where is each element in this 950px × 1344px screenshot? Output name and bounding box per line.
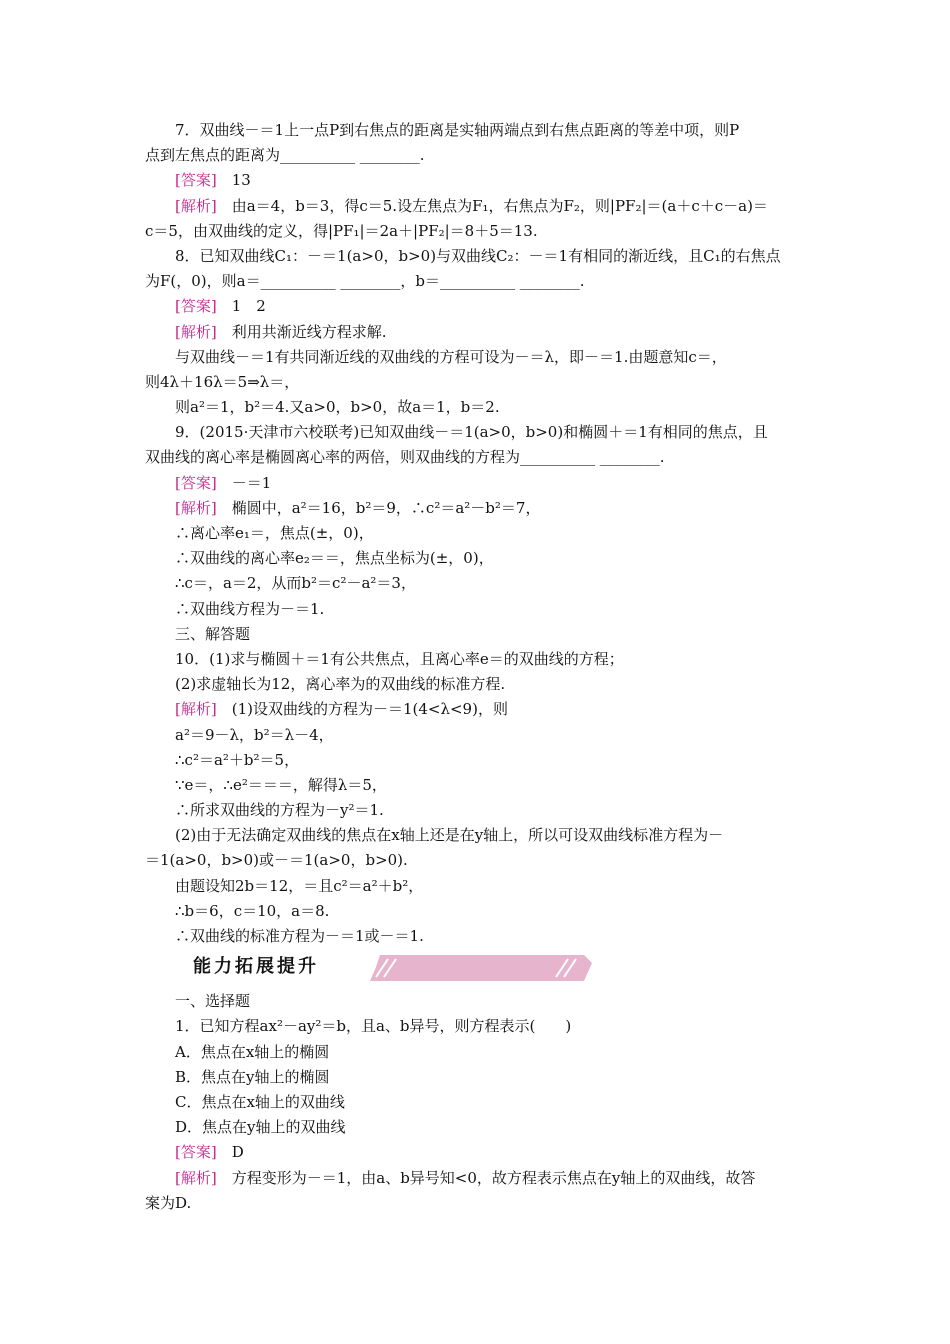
- text-line: [145, 1140, 810, 1165]
- text-line: [145, 571, 810, 596]
- text-run: ∴离心率e₁＝，焦点(±，0)，: [175, 524, 374, 542]
- text-line: [145, 773, 810, 798]
- text-run: 则4λ＋16λ＝5⇒λ＝，: [145, 372, 300, 391]
- text-line: [145, 1166, 810, 1191]
- text-run: －＝1: [216, 473, 272, 492]
- text-line: [145, 874, 810, 899]
- text-line: [145, 848, 810, 873]
- text-run: 一、选择题: [175, 992, 251, 1011]
- text-line: [145, 219, 810, 244]
- text-run: ∵e＝，∴e²＝＝＝，解得λ＝5，: [175, 775, 387, 794]
- text-run: ∴双曲线的离心率e₂＝＝，焦点坐标为(±，0)，: [175, 549, 494, 568]
- text-run: A．焦点在x轴上的椭圆: [175, 1042, 330, 1061]
- text-run: 三、解答题: [175, 624, 251, 643]
- text-run: 案为D.: [145, 1193, 192, 1212]
- answer-tag: [解析]: [175, 498, 217, 517]
- text-run: (2)由于无法确定双曲线的焦点在x轴上还是在y轴上，所以可设双曲线标准方程为－: [175, 826, 724, 845]
- text-line: [145, 521, 810, 546]
- text-run: 1．已知方程ax²－ay²＝b，且a、b异号，则方程表示( ): [175, 1017, 572, 1036]
- text-run: 由a＝4，b＝3，得c＝5.设左焦点为F₁，右焦点为F₂，则|PF₂|＝(a＋c＋c－a)＝: [216, 196, 768, 215]
- text-line: [145, 622, 810, 647]
- answer-tag: [答案]: [175, 473, 217, 492]
- text-line: [145, 823, 810, 848]
- text-run: 则a²＝1，b²＝4.又a>0，b>0，故a＝1，b＝2.: [175, 398, 500, 417]
- text-run: 利用共渐近线方程求解.: [216, 322, 387, 341]
- banner-ribbon-shape: [370, 953, 592, 983]
- text-run: C．焦点在x轴上的双曲线: [175, 1092, 345, 1111]
- text-line: [145, 1040, 810, 1065]
- text-run: (2)求虚轴长为12，离心率为的双曲线的标准方程.: [175, 675, 506, 694]
- answer-tag: [答案]: [175, 171, 217, 190]
- text-run: 椭圆中，a²＝16，b²＝9，∴c²＝a²－b²＝7，: [216, 498, 541, 517]
- text-run: ∴c²＝a²＋b²＝5，: [175, 750, 300, 769]
- text-line: [145, 1191, 810, 1216]
- text-run: ∴b＝6，c＝10，a＝8.: [175, 901, 330, 920]
- text-line: [145, 647, 810, 672]
- text-run: 为F(，0)，则a＝__________ ________，b＝__________ ________.: [145, 272, 585, 291]
- text-run: 7．双曲线－＝1上一点P到右焦点的距离是实轴两端点到右焦点距离的等差中项，则P: [175, 121, 740, 139]
- text-line: [145, 723, 810, 748]
- answer-tag: [解析]: [175, 196, 217, 215]
- text-line: [145, 143, 810, 168]
- text-line: [145, 194, 810, 219]
- text-line: [145, 370, 810, 395]
- text-line: [145, 899, 810, 924]
- document-page: [145, 118, 810, 1216]
- text-line: [145, 1090, 810, 1115]
- text-run: 方程变形为－＝1，由a、b异号知<0，故方程表示焦点在y轴上的双曲线，故答: [216, 1168, 756, 1187]
- answer-tag: [答案]: [175, 1143, 217, 1162]
- text-run: 1 2: [216, 297, 266, 316]
- text-run: D: [216, 1143, 244, 1162]
- text-line: [145, 118, 810, 143]
- text-line: [145, 748, 810, 773]
- text-line: [145, 1065, 810, 1090]
- text-run: ＝1(a>0，b>0)或－＝1(a>0，b>0).: [145, 851, 408, 870]
- text-line: [145, 471, 810, 496]
- text-line: [145, 420, 810, 445]
- text-run: 由题设知2b＝12，＝且c²＝a²＋b²，: [175, 876, 424, 895]
- answer-tag: [答案]: [175, 297, 217, 316]
- text-run: D．焦点在y轴上的双曲线: [175, 1118, 346, 1137]
- text-run: 与双曲线－＝1有共同渐近线的双曲线的方程可设为－＝λ，即－＝1.由题意知c＝，: [175, 347, 727, 366]
- text-line: [145, 1115, 810, 1140]
- document-body-part1: [145, 118, 810, 949]
- text-line: [145, 269, 810, 294]
- document-body-part2: [145, 989, 810, 1216]
- text-line: [145, 345, 810, 370]
- text-run: (1)设双曲线的方程为－＝1(4<λ<9)，则: [216, 700, 508, 719]
- answer-tag: [解析]: [175, 1168, 217, 1187]
- text-line: [145, 546, 810, 571]
- banner-title: 能力拓展提升: [193, 956, 319, 978]
- text-line: [145, 496, 810, 521]
- text-line: [145, 168, 810, 193]
- text-line: [145, 320, 810, 345]
- text-run: 9．(2015·天津市六校联考)已知双曲线－＝1(a>0，b>0)和椭圆＋＝1有相同的焦点，且: [175, 423, 768, 442]
- text-run: ∴双曲线的标准方程为－＝1或－＝1.: [175, 927, 424, 945]
- text-line: [145, 989, 810, 1014]
- answer-tag: [解析]: [175, 322, 217, 341]
- text-line: [145, 672, 810, 697]
- text-run: a²＝9－λ，b²＝λ－4，: [175, 725, 334, 744]
- text-run: ∴所求双曲线的方程为－y²＝1.: [175, 801, 384, 820]
- text-line: [145, 244, 810, 269]
- text-line: [145, 798, 810, 823]
- section-banner: [145, 949, 810, 989]
- text-run: 10．(1)求与椭圆＋＝1有公共焦点，且离心率e＝的双曲线的方程；: [175, 649, 624, 668]
- text-line: [145, 697, 810, 722]
- text-line: [145, 597, 810, 622]
- text-line: [145, 445, 810, 470]
- text-run: 8．已知双曲线C₁：－＝1(a>0，b>0)与双曲线C₂：－＝1有相同的渐近线，且C₁的右焦点: [175, 246, 781, 265]
- text-run: ∴双曲线方程为－＝1.: [175, 599, 325, 618]
- text-line: [145, 924, 810, 949]
- text-run: c＝5，由双曲线的定义，得|PF₁|＝2a＋|PF₂|＝8＋5＝13.: [145, 221, 538, 240]
- text-run: 点到左焦点的距离为__________ ________.: [145, 146, 425, 165]
- text-line: [145, 395, 810, 420]
- answer-tag: [解析]: [175, 700, 217, 719]
- text-run: 13: [216, 171, 251, 190]
- text-run: ∴c＝，a＝2，从而b²＝c²－a²＝3，: [175, 574, 416, 593]
- text-line: [145, 294, 810, 319]
- text-run: B．焦点在y轴上的椭圆: [175, 1067, 330, 1086]
- text-run: 双曲线的离心率是椭圆离心率的两倍，则双曲线的方程为__________ ________.: [145, 448, 665, 467]
- text-line: [145, 1014, 810, 1039]
